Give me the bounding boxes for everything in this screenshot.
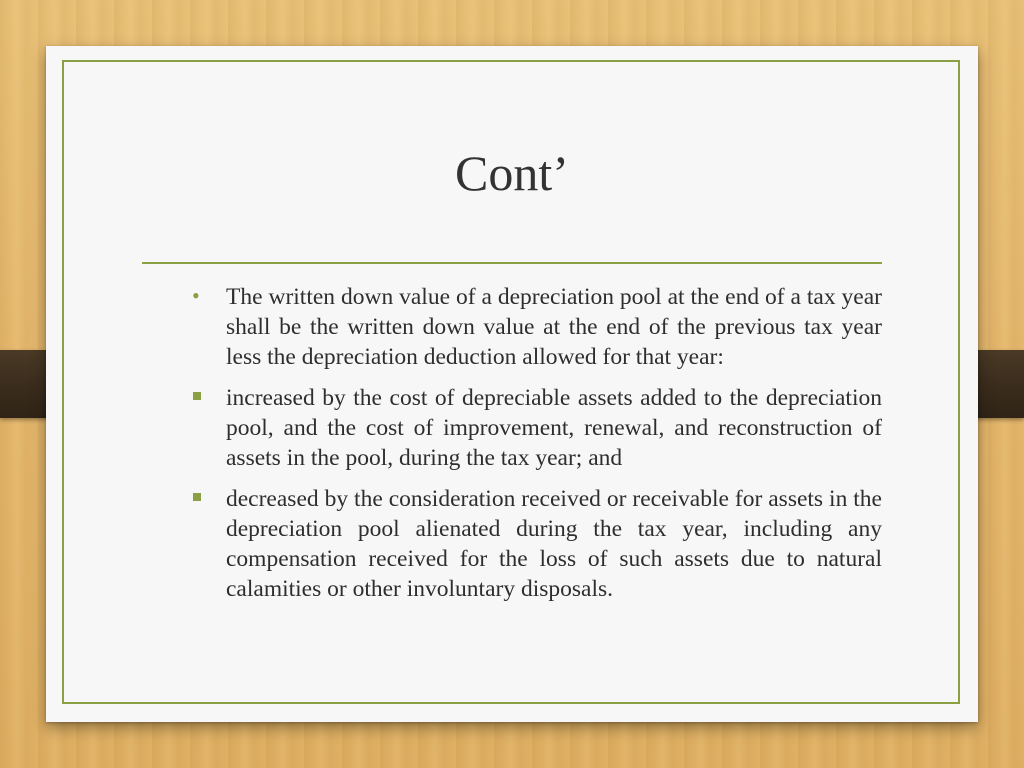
title-divider [142, 262, 882, 264]
list-item-text: increased by the cost of depreciable assets added to the depreciation pool, and the cost of improvement, renewal, and reconstruction of assets in the pool, during the tax year; and [226, 385, 882, 471]
list-item-text: The written down value of a depreciation pool at the end of a tax year shall be the written down value at the end of the previous tax year less the depreciation deduction allowed for that year: [226, 284, 882, 370]
round-bullet-icon: • [192, 283, 200, 308]
list-item-text: decreased by the consideration received or receivable for assets in the depreciation pool alienated during the tax year, including any compensation received for the loss of such assets due to natural calamities or other involuntary disposals. [226, 486, 882, 602]
bullet-list [180, 282, 882, 615]
slide-title: Cont’ [455, 145, 569, 201]
square-bullet-icon [193, 493, 201, 501]
list-item [180, 484, 882, 604]
list-item [180, 383, 882, 473]
list-item [180, 282, 882, 372]
slide [46, 46, 978, 722]
square-bullet-icon [193, 392, 201, 400]
